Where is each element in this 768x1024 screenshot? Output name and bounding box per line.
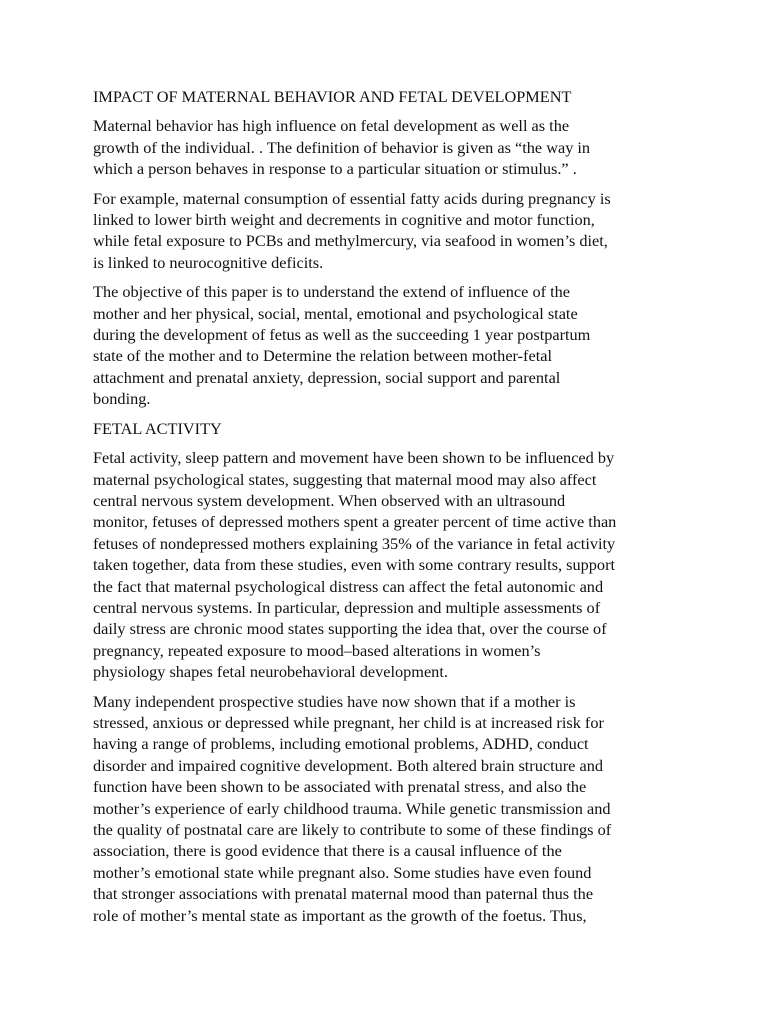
text-line: which a person behaves in response to a particular situation or stimulus.” . — [93, 159, 577, 179]
text-line: The objective of this paper is to understand the extend of influence of the — [93, 282, 570, 302]
text-line: is linked to neurocognitive deficits. — [93, 252, 324, 272]
text-line: state of the mother and to Determine the relation between mother-fetal — [93, 346, 552, 366]
text-line: fetuses of nondepressed mothers explaining 35% of the variance in fetal activity — [93, 533, 616, 553]
section-paragraph-1 — [93, 447, 693, 682]
text-line: mother and her physical, social, mental, emotional and psychological state — [93, 303, 578, 323]
document-body — [93, 86, 693, 934]
text-line: association, there is good evidence that there is a causal influence of the — [93, 841, 562, 861]
document-title: IMPACT OF MATERNAL BEHAVIOR AND FETAL DEVELOPMENT — [93, 87, 572, 106]
text-line: growth of the individual. . The definition of behavior is given as “the way in — [93, 137, 591, 157]
section-heading: FETAL ACTIVITY — [93, 418, 222, 438]
text-line: attachment and prenatal anxiety, depression, social support and parental — [93, 367, 561, 387]
text-line: during the development of fetus as well as the succeeding 1 year postpartum — [93, 325, 591, 345]
text-line: bonding. — [93, 389, 151, 409]
intro-paragraph-1 — [93, 115, 693, 179]
text-line: Many independent prospective studies have now shown that if a mother is — [93, 691, 576, 711]
section-paragraph-2 — [93, 691, 693, 926]
text-line: central nervous systems. In particular, depression and multiple assessments of — [93, 597, 601, 617]
text-line: disorder and impaired cognitive development. Both altered brain structure and — [93, 755, 603, 775]
text-line: For example, maternal consumption of essential fatty acids during pregnancy is — [93, 188, 611, 208]
text-line: that stronger associations with prenatal maternal mood than paternal thus the — [93, 884, 594, 904]
text-line: Fetal activity, sleep pattern and movement have been shown to be influenced by — [93, 448, 615, 468]
text-line: maternal psychological states, suggesting that maternal mood may also affect — [93, 469, 597, 489]
text-line: mother’s emotional state while pregnant also. Some studies have even found — [93, 862, 592, 882]
text-line: the fact that maternal psychological distress can affect the fetal autonomic and — [93, 576, 604, 596]
text-line: function have been shown to be associated with prenatal stress, and also the — [93, 777, 587, 797]
text-line: linked to lower birth weight and decrements in cognitive and motor function, — [93, 210, 595, 230]
text-line: daily stress are chronic mood states supporting the idea that, over the course of — [93, 619, 607, 639]
text-line: the quality of postnatal care are likely to contribute to some of these findings of — [93, 820, 612, 839]
text-line: having a range of problems, including emotional problems, ADHD, conduct — [93, 734, 589, 754]
text-line: stressed, anxious or depressed while pregnant, her child is at increased risk for — [93, 712, 604, 732]
intro-paragraph-2 — [93, 188, 693, 274]
text-line: taken together, data from these studies, even with some contrary results, support — [93, 555, 616, 575]
text-line: while fetal exposure to PCBs and methylmercury, via seafood in women’s diet, — [93, 231, 608, 251]
text-line: monitor, fetuses of depressed mothers spent a greater percent of time active than — [93, 512, 617, 532]
text-line: Maternal behavior has high influence on fetal development as well as the — [93, 116, 570, 136]
text-line: mother’s experience of early childhood trauma. While genetic transmission and — [93, 798, 611, 818]
text-line: physiology shapes fetal neurobehavioral development. — [93, 662, 448, 682]
text-line: role of mother’s mental state as important as the growth of the foetus. Thus, — [93, 905, 587, 925]
text-line: central nervous system development. When observed with an ultrasound — [93, 490, 566, 510]
intro-paragraph-3 — [93, 281, 693, 409]
text-line: pregnancy, repeated exposure to mood–based alterations in women’s — [93, 640, 541, 660]
